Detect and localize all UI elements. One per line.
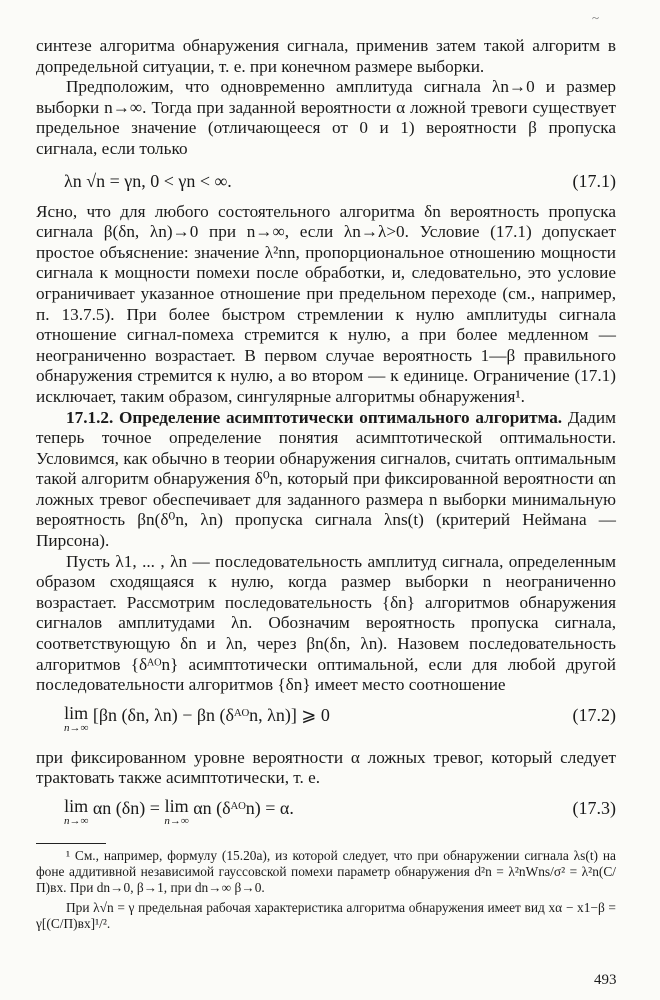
corner-mark: ~ [592, 10, 600, 25]
equation-number-17-3: (17.3) [572, 798, 616, 818]
equation-17-3-body: αn (δᴬᴼn) = α. [193, 798, 294, 818]
paragraph-4-body: Дадим теперь точное определение понятия асимптотической оптимальности. Условимся, как обычно в теории обнаружения сигналов, считать оптимальным такой алгоритм обнаружения δ⁰n, который при фиксированной вероятности αn ложных тревог обеспечивает для заданного размера n выборки минимальную вероятность βn(δ⁰n, λn) пропуска сигнала λns(t) (критерий Неймана — Пирсона). [36, 407, 617, 551]
equation-17-3 [36, 797, 616, 835]
paragraph-3: Ясно, что для любого состоятельного алгоритма δn вероятность пропуска сигнала β(δn, λn)→0 при n→∞, если λn→λ>0. Условие (17.1) допускает простое объяснение: значение λ²nn, пропорциональное отношению мощности сигнала к мощности помехи после обработки, и, следовательно, это условие ограничивает указанное отношение при предельном переходе (см., например, п. 13.7.5). При более быстром стремлении к нулю амплитуды сигнала отношение сигнал-помеха стремится к нулю, а при более медленном — неограниченно возрастает. В первом случае вероятность 1—β правильного обнаружения стремится к нулю, а во втором — к единице. Ограничение (17.1) исключает, таким образом, сингулярные алгоритмы обнаружения¹. [36, 201, 616, 406]
paragraph-5: Пусть λ1, ... , λn — последовательность амплитуд сигнала, определенным образом сходящаяся к нулю, когда размер выборки n неограниченно возрастает. Рассмотрим последовательность {δn} алгоритмов обнаружения сигналов амплитудами λn. Обозначим вероятность пропуска сигнала, соответствующую δn и λn, через βn(δn, λn). Назовем последовательность алгоритмов {δᴬᴼn} асимптотически оптимальной, если для любой другой последовательности алгоритмов {δn} имеет место соотношение [36, 551, 616, 695]
paragraph-2: Предположим, что одновременно амплитуда сигнала λn→0 и размер выборки n→∞. Тогда при заданной вероятности α ложной тревоги существует предельное значение (отличающееся от 0 и 1) вероятности β пропуска сигнала, если только [36, 77, 616, 158]
paragraph-1: синтезе алгоритма обнаружения сигнала, применив затем такой алгоритм в допредельной ситуации, т. е. при конечном размере выборки. [36, 36, 616, 76]
footnote-1: ¹ См., например, формулу (15.20а), из которой следует, что при обнаружении сигнала λs(t) на фоне аддитивной независимой гауссовской помехи параметр обнаружения d²n = λ²nWns/σ² = λ²n(С/П)вх. При dn→0, β→1, при dn→∞ β→0. [36, 848, 616, 895]
section-heading: 17.1.2. Определение асимптотически оптимального алгоритма. [66, 407, 563, 427]
page-body [36, 36, 616, 932]
equation-number-17-1: (17.1) [572, 170, 616, 191]
equation-17-3-mid: αn (δn) = [92, 798, 160, 818]
lim-text-a: lim [64, 796, 89, 816]
limit-operator [64, 704, 88, 734]
footnote-divider [36, 843, 106, 844]
lim-subscript-a: n→∞ [64, 815, 89, 827]
equation-number-17-2: (17.2) [572, 704, 616, 725]
lim-text: lim [64, 702, 89, 723]
limit-operator-a [64, 797, 88, 827]
equation-17-2 [36, 704, 616, 742]
equation-17-2-body: [βn (δn, λn) − βn (δᴬᴼn, λn)] ⩾ 0 [92, 704, 330, 725]
lim-subscript: n→∞ [64, 721, 89, 734]
lim-text-b: lim [164, 796, 189, 816]
equation-17-1 [36, 170, 616, 194]
paragraph-4 [36, 408, 616, 552]
paragraph-6: при фиксированном уровне вероятности α ложных тревог, который следует трактовать также асимптотически, т. е. [36, 747, 616, 788]
equation-17-1-body: λn √n = γn, 0 < γn < ∞. [64, 170, 232, 191]
limit-operator-b [164, 797, 188, 827]
lim-subscript-b: n→∞ [164, 815, 189, 827]
footnote-2: При λ√n = γ предельная рабочая характеристика алгоритма обнаружения имеет вид xα − x1−β = γ[(С/П)вх]¹/². [36, 900, 616, 931]
page-number: 493 [594, 972, 617, 988]
